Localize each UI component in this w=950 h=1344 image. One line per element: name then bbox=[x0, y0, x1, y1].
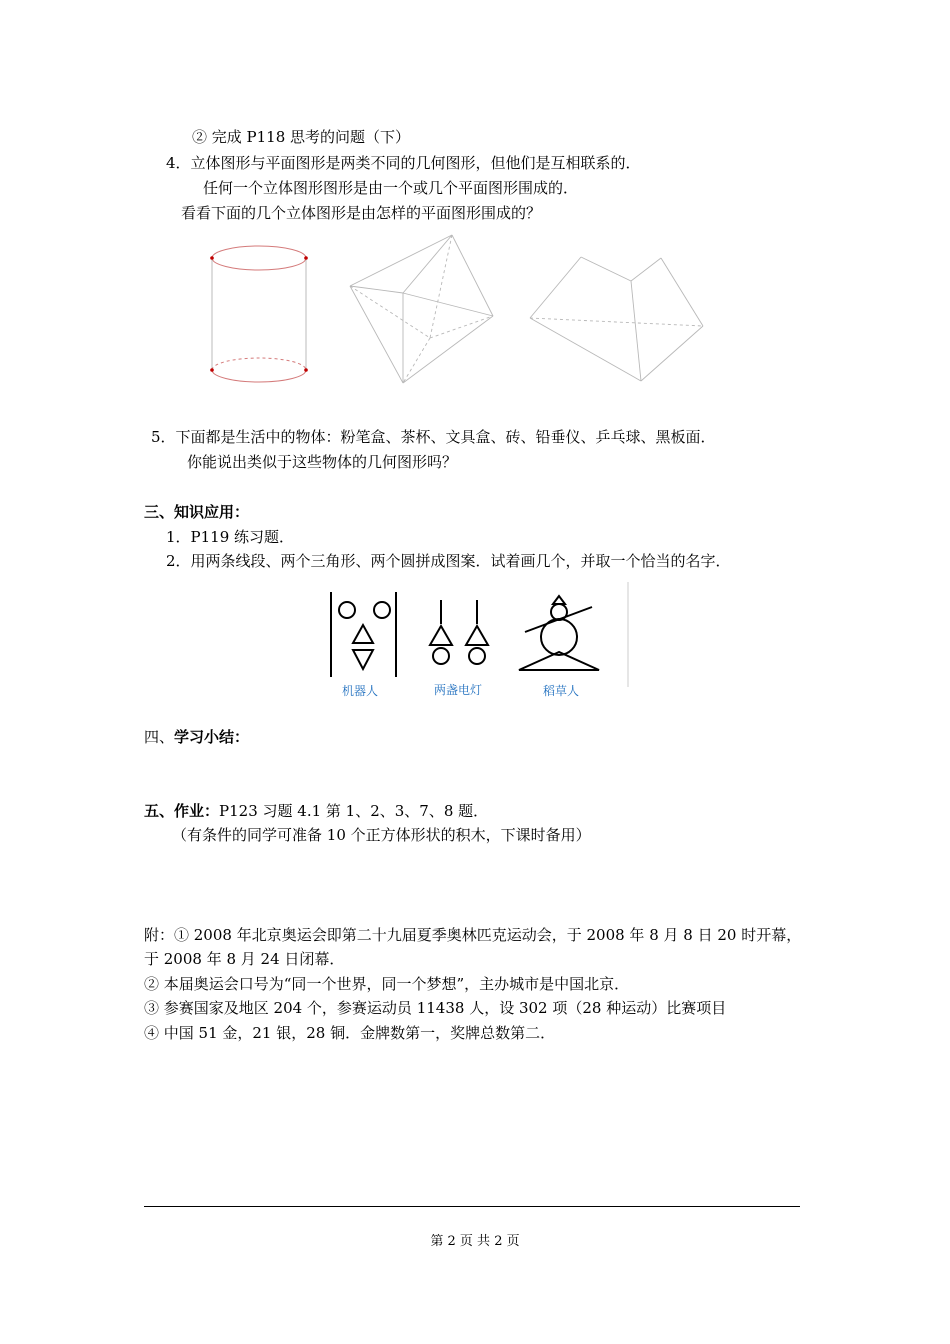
section3-item1: 1．P119 练习题． bbox=[166, 528, 295, 546]
caption-two-lamps: 两盏电灯 bbox=[434, 683, 483, 697]
item5-line1: 5．下面都是生活中的物体：粉笔盒、茶杯、文具盒、砖、铅垂仪、乒乓球、黑板面． bbox=[151, 428, 716, 446]
section5-text: P123 习题 4.1 第 1、2、3、7、8 题． bbox=[219, 802, 489, 820]
pattern-figures bbox=[320, 582, 640, 692]
item4-line1: 4．立体图形与平面图形是两类不同的几何图形，但他们是互相联系的． bbox=[166, 154, 641, 172]
solid-figures bbox=[200, 228, 720, 393]
prism-figure bbox=[530, 257, 703, 381]
octahedron-figure bbox=[350, 235, 493, 383]
section4-prefix: 四、 bbox=[144, 728, 175, 746]
item4-line3: 看看下面的几个立体图形是由怎样的平面图形围成的？ bbox=[181, 204, 542, 222]
appendix-line1: 附：① 2008 年北京奥运会即第二十九届夏季奥林匹克运动会，于 2008 年 8 月 8 日 20 时开幕， bbox=[144, 926, 802, 944]
robot-pattern bbox=[331, 592, 396, 677]
section4-title: 学习小结： bbox=[174, 728, 250, 746]
appendix-line3: ② 本届奥运会口号为“同一个世界，同一个梦想”，主办城市是中国北京． bbox=[144, 975, 630, 993]
item5-line2: 你能说出类似于这些物体的几何图形吗？ bbox=[187, 453, 458, 471]
cylinder-figure bbox=[210, 246, 308, 382]
item4-line2: 任何一个立体图形图形是由一个或几个平面图形围成的． bbox=[203, 179, 579, 197]
section3-heading: 三、知识应用： bbox=[144, 503, 250, 521]
section5-line bbox=[144, 801, 488, 821]
think-question-line: ② 完成 P118 思考的问题（下） bbox=[192, 128, 411, 146]
appendix-line4: ③ 参赛国家及地区 204 个，参赛运动员 11438 人，设 302 项（28 种运动）比赛项目 bbox=[144, 999, 727, 1017]
footer-rule bbox=[144, 1206, 800, 1207]
caption-scarecrow: 稻草人 bbox=[543, 684, 580, 698]
scarecrow-pattern bbox=[519, 596, 599, 670]
caption-robot: 机器人 bbox=[342, 684, 379, 698]
appendix-line2: 于 2008 年 8 月 24 日闭幕． bbox=[144, 950, 345, 968]
section5-note: （有条件的同学可准备 10 个正方体形状的积木，下课时备用） bbox=[172, 826, 591, 844]
section4-heading bbox=[144, 727, 249, 747]
two-lamps-pattern bbox=[430, 600, 488, 664]
appendix-line5: ④ 中国 51 金，21 银，28 铜．金牌数第一，奖牌总数第二． bbox=[144, 1024, 556, 1042]
page-number: 第 2 页 共 2 页 bbox=[430, 1234, 520, 1249]
section3-item2: 2．用两条线段、两个三角形、两个圆拼成图案．试着画几个，并取一个恰当的名字． bbox=[166, 552, 731, 570]
section5-heading: 五、作业： bbox=[144, 802, 220, 820]
